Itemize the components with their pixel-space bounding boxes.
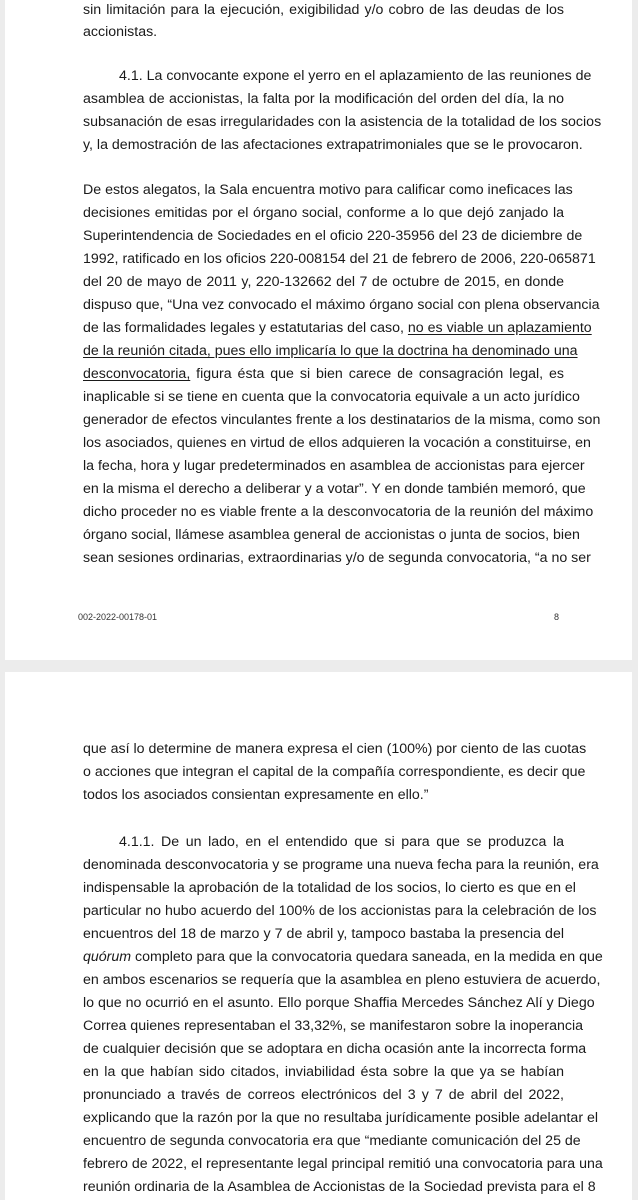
page-footer-code: 002-2022-00178-01	[78, 612, 158, 622]
italic-term: quórum	[83, 949, 132, 965]
text-line: pronunciado a través de correos electrónicos del 3 y 7 de abril del 2022,	[83, 1087, 564, 1103]
text-line: encuentro de segunda convocatoria era que “mediante comunicación del 25 de	[83, 1133, 581, 1149]
text-line: quórum completo para que la convocatoria quedara saneada, en la medida en que	[83, 949, 603, 965]
text-line: reunión ordinaria de la Asamblea de Accionistas de la Sociedad prevista para el 8	[83, 1179, 596, 1195]
text-line: que así lo determine de manera expresa el cien (100%) por ciento de las cuotas	[83, 741, 587, 757]
text-line: de cualquier decisión que se adoptara en dicha ocasión ante la incorrecta forma	[83, 1041, 587, 1057]
text-line: o acciones que integran el capital de la compañía correspondiente, es decir que	[83, 764, 586, 780]
text-line: Superintendencia de Sociedades en el oficio 220-35956 del 23 de diciembre de	[83, 228, 583, 244]
text-line: generador de efectos vinculantes frente a los destinatarios de la misma, como son	[83, 412, 601, 428]
text-line: inaplicable si se tiene en cuenta que la convocatoria equivale a un acto jurídico	[83, 389, 580, 405]
text-line: decisiones emitidas por el órgano social, conforme a lo que dejó zanjado la	[83, 205, 564, 221]
text-line: febrero de 2022, el representante legal principal remitió una convocatoria para una	[83, 1156, 603, 1172]
text-line: De estos alegatos, la Sala encuentra motivo para calificar como ineficaces las	[83, 182, 573, 198]
text-line: la fecha, hora y lugar predeterminados en asamblea de accionistas para ejercer	[83, 458, 585, 474]
text-line: Correa quienes representaban el 33,32%, se manifestaron sobre la inoperancia	[83, 1018, 584, 1034]
text-line: de las formalidades legales y estatutarias del caso, no es viable un aplazamiento	[83, 320, 592, 336]
underlined-quote: desconvocatoria,	[83, 366, 191, 382]
text-line: lo que no ocurrió en el asunto. Ello porque Shaffia Mercedes Sánchez Alí y Diego	[83, 995, 595, 1011]
paragraph-4-1-1-line: 4.1.1. De un lado, en el entendido que si para que se produzca la	[119, 834, 564, 850]
text-line: sean sesiones ordinarias, extraordinarias y/o de segunda convocatoria, “a no ser	[83, 550, 591, 566]
text-line: accionistas.	[83, 24, 158, 40]
text-line: particular no hubo acuerdo del 100% de los accionistas para la celebración de los	[83, 903, 597, 919]
document-page-9	[5, 672, 632, 1200]
text-line: explicando que la razón por la que no resultaba jurídicamente posible adelantar el	[83, 1110, 599, 1126]
text-line: los asociados, quienes en virtud de ellos adquieren la vocación a constituirse, en	[83, 435, 591, 451]
text-line	[83, 341, 578, 361]
text-line: del 20 de mayo de 2011 y, 220-132662 del 7 de octubre de 2015, en donde	[83, 274, 564, 290]
text-line: indispensable la aprobación de la totalidad de los socios, lo cierto es que en el	[83, 880, 576, 896]
text-line: desconvocatoria, figura ésta que si bien carece de consagración legal, es	[83, 366, 564, 382]
underlined-quote: no es viable un aplazamiento	[407, 320, 592, 336]
text-line: subsanación de esas irregularidades con la asistencia de la totalidad de los socios	[83, 114, 602, 130]
paragraph-4-1-line: 4.1. La convocante expone el yerro en el aplazamiento de las reuniones de	[119, 68, 592, 84]
text-line: en la misma el derecho a deliberar y a votar”. Y en donde también memoró, que	[83, 481, 586, 497]
text-line: asamblea de accionistas, la falta por la modificación del orden del día, la no	[83, 91, 564, 107]
text-line: todos los asociados consientan expresamente en ello.”	[83, 787, 429, 803]
document-page-8	[5, 0, 632, 660]
text-line: en la que habían sido citados, inviabilidad ésta sobre la que ya se habían	[83, 1064, 564, 1080]
text-line: 1992, ratificado en los oficios 220-008154 del 21 de febrero de 2006, 220-065871	[83, 251, 596, 267]
text-line: dicho proceder no es viable frente a la desconvocatoria de la reunión del máximo	[83, 504, 594, 520]
text-line: y, la demostración de las afectaciones extrapatrimoniales que se le provocaron.	[83, 137, 583, 153]
underlined-quote: de la reunión citada, pues ello implicaría lo que la doctrina ha denominado una	[83, 343, 578, 359]
page-number: 8	[554, 612, 560, 622]
text-line: sin limitación para la ejecución, exigibilidad y/o cobro de las deudas de los	[83, 2, 564, 18]
text-line: denominada desconvocatoria y se programe una nueva fecha para la reunión, era	[83, 857, 599, 873]
text-line: órgano social, llámese asamblea general de accionistas o junta de socios, bien	[83, 527, 580, 543]
text-line: dispuso que, “Una vez convocado el máximo órgano social con plena observancia	[83, 297, 600, 313]
text-line: encuentros del 18 de marzo y 7 de abril y, tampoco bastaba la presencia del	[83, 926, 564, 942]
text-line: en ambos escenarios se requería que la asamblea en pleno estuviera de acuerdo,	[83, 972, 601, 988]
